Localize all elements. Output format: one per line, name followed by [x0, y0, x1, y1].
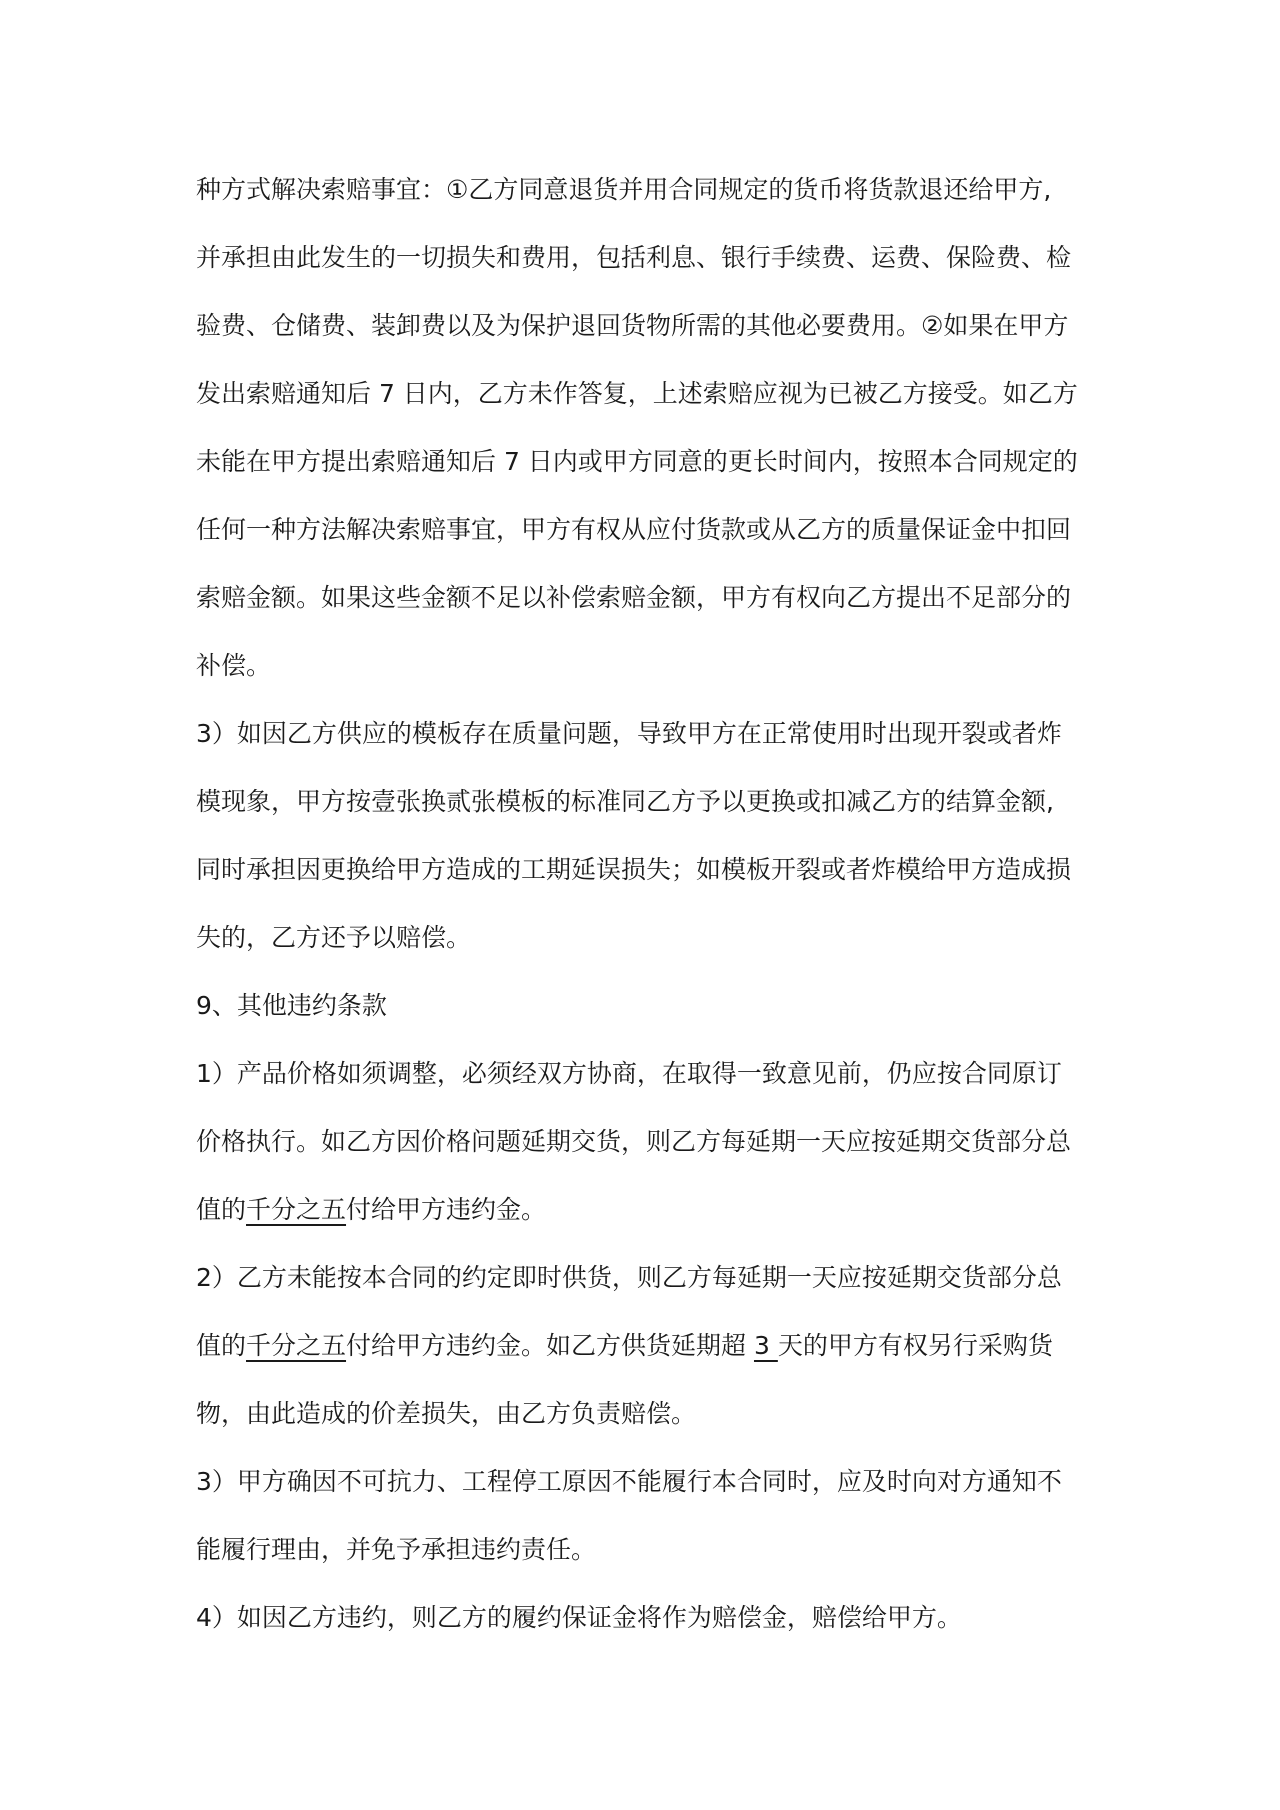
- text-line-2: [196, 238, 1096, 306]
- contract-text: [196, 170, 1096, 1666]
- text-line-22: [196, 1598, 1096, 1666]
- text-line-11: [196, 850, 1096, 918]
- text-line-17: [196, 1258, 1096, 1326]
- text-line-20: [196, 1462, 1096, 1530]
- text-run: 同时承担因更换给甲方造成的工期延误损失；如模板开裂或者炸模给甲方造成损: [196, 855, 1072, 884]
- text-run: 物，由此造成的价差损失，由乙方负责赔偿。: [196, 1399, 697, 1428]
- text-line-15: [196, 1122, 1096, 1190]
- text-line-9: [196, 714, 1096, 782]
- text-run: 付给甲方违约金。如乙方供货延期超: [346, 1331, 754, 1360]
- text-run: 任何一种方法解决索赔事宜，甲方有权从应付货款或从乙方的质量保证金中扣回: [196, 515, 1072, 544]
- text-run: 3）甲方确因不可抗力、工程停工原因不能履行本合同时，应及时向对方通知不: [196, 1467, 1062, 1496]
- text-line-10: [196, 782, 1096, 850]
- text-line-19: [196, 1394, 1096, 1462]
- text-run: 索赔金额。如果这些金额不足以补偿索赔金额，甲方有权向乙方提出不足部分的: [196, 583, 1072, 612]
- text-run: 未能在甲方提出索赔通知后 7 日内或甲方同意的更长时间内，按照本合同规定的: [196, 447, 1078, 476]
- text-run: 补偿。: [196, 651, 272, 680]
- text-run: 价格执行。如乙方因价格问题延期交货，则乙方每延期一天应按延期交货部分总: [196, 1127, 1072, 1156]
- text-line-21: [196, 1530, 1096, 1598]
- text-run: 2）乙方未能按本合同的约定即时供货，则乙方每延期一天应按延期交货部分总: [196, 1263, 1062, 1292]
- text-line-6: [196, 510, 1096, 578]
- text-run: 付给甲方违约金。: [346, 1195, 547, 1224]
- text-line-1: [196, 170, 1096, 238]
- text-line-16: [196, 1190, 1096, 1258]
- text-run: 发出索赔通知后 7 日内，乙方未作答复，上述索赔应视为已被乙方接受。如乙方: [196, 379, 1078, 408]
- text-line-12: [196, 918, 1096, 986]
- text-line-5: [196, 442, 1096, 510]
- text-run: 1）产品价格如须调整，必须经双方协商，在取得一致意见前，仍应按合同原订: [196, 1059, 1062, 1088]
- text-line-4: [196, 374, 1096, 442]
- text-run: 并承担由此发生的一切损失和费用，包括利息、银行手续费、运费、保险费、检: [196, 243, 1072, 272]
- text-run: 失的，乙方还予以赔偿。: [196, 923, 472, 952]
- text-run: 种方式解决索赔事宜：①乙方同意退货并用合同规定的货币将货款退还给甲方,: [196, 175, 1052, 204]
- text-line-14: [196, 1054, 1096, 1122]
- underlined-penalty-rate: 千分之五: [246, 1195, 347, 1224]
- section-heading: [196, 986, 1096, 1054]
- text-run: 3）如因乙方供应的模板存在质量问题，导致甲方在正常使用时出现开裂或者炸: [196, 719, 1062, 748]
- text-line-18: [196, 1326, 1096, 1394]
- text-run: 值的: [196, 1331, 247, 1360]
- underlined-penalty-rate: 千分之五: [246, 1331, 347, 1360]
- text-run: 验费、仓储费、装卸费以及为保护退回货物所需的其他必要费用。②如果在甲方: [196, 311, 1069, 340]
- text-run: 天的甲方有权另行采购货: [777, 1331, 1053, 1360]
- text-run: 能履行理由，并免予承担违约责任。: [196, 1535, 597, 1564]
- text-run: 值的: [196, 1195, 247, 1224]
- text-line-3: [196, 306, 1096, 374]
- text-run: 4）如因乙方违约，则乙方的履约保证金将作为赔偿金，赔偿给甲方。: [196, 1603, 962, 1632]
- text-line-8: [196, 646, 1096, 714]
- underlined-delay-days: 3: [753, 1331, 778, 1360]
- text-line-7: [196, 578, 1096, 646]
- text-run: 9、其他违约条款: [196, 991, 387, 1020]
- text-run: 模现象，甲方按壹张换贰张模板的标准同乙方予以更换或扣减乙方的结算金额,: [196, 787, 1054, 816]
